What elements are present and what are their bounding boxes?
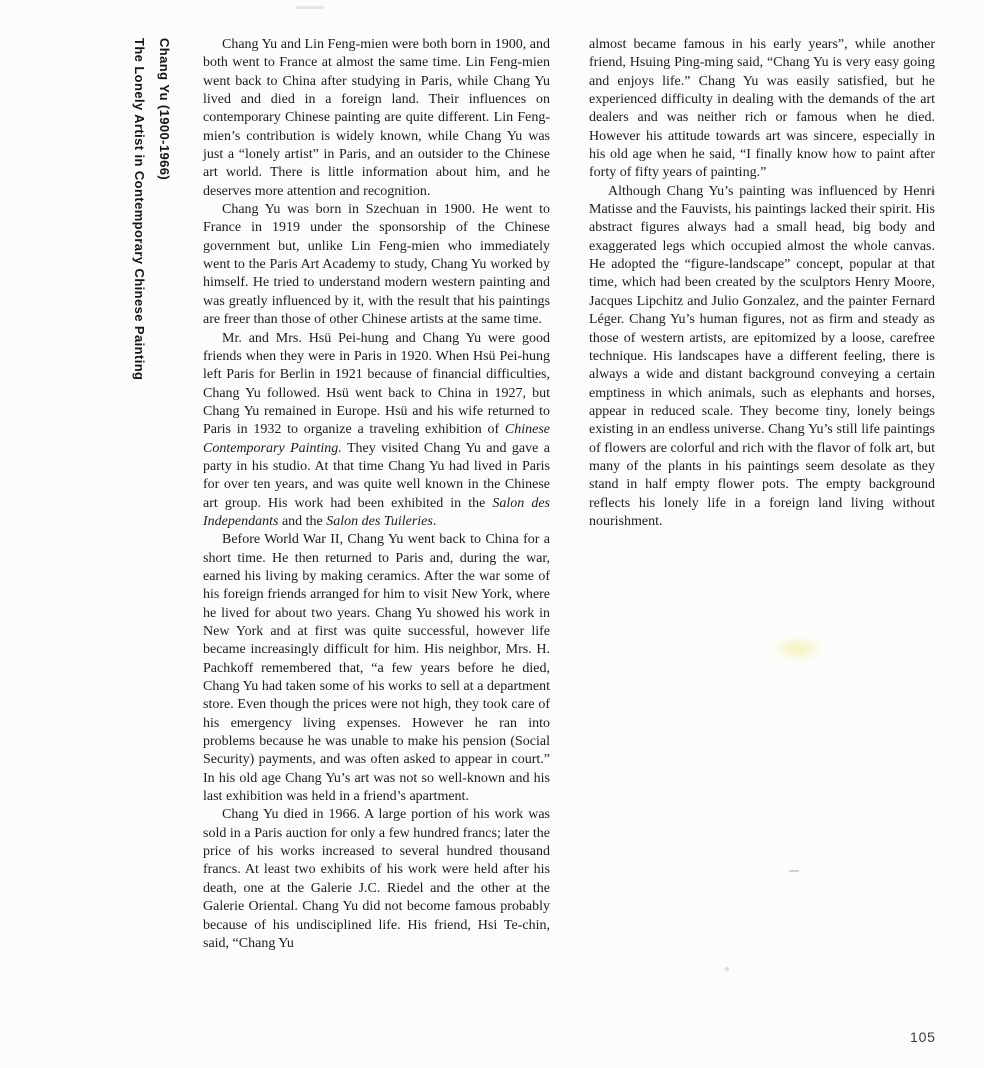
scan-speck-artifact-b (789, 870, 799, 872)
chapter-title: Chang Yu (1900-1966) (157, 38, 172, 181)
scan-speck-artifact-c (725, 967, 729, 971)
scan-speck-artifact-a (931, 190, 935, 193)
paragraph (203, 330, 550, 532)
text-run: Chang Yu died in 1966. A large portion of his work was sold in a Paris auction for only a few hundred francs; later the price of his works increased to several hundred thousand francs. At least two exhibits of his work were held after his death, one at the Galerie J.C. Riedel and the other at the Galerie Oriental. Chang Yu did not become famous probably because of his undisciplined life. His friend, Hsi Te-chin, said, “Chang Yu (203, 807, 550, 951)
page-number: 105 (910, 1029, 936, 1045)
text-run: Although Chang Yu’s painting was influenced by Henri Matisse and the Fauvists, his paintings lacked their spirit. His abstract figures always had a small head, big body and exaggerated legs which occupied almost the whole canvas. He adopted the “figure-landscape” concept, popular at that time, which had been created by the sculptors Henry Moore, Jacques Lipchitz and Julio Gonzalez, and the painter Fernard Léger. Chang Yu’s human figures, not as firm and steady as those of western artists, are epitomized by a loose, carefree technique. His landscapes have a different feeling, there is always a wide and distant background conveying a certain emptiness in which animals, such as elephants and horses, appear in reduced scale. They become tiny, lonely beings existing in an endless universe. Chang Yu’s still life paintings of flowers are colorful and rich with the flavor of folk art, but many of the plants in his paintings seem desolate as they stand in half empty flower pots. The empty background reflects his lonely life in a foreign land living without nourishment. (589, 183, 935, 529)
text-run: Mr. and Mrs. Hsü Pei-hung and Chang Yu were good friends when they were in Paris in 1920. When Hsü Pei-hung left Paris for Berlin in 1921 because of financial difficulties, Chang Yu followed. Hsü went back to China in 1927, but Chang Yu remained in Europe. Hsü and his wife returned to Paris in 1932 to organize a traveling exhibition of (203, 330, 550, 438)
paragraph (203, 201, 550, 329)
text-run: almost became famous in his early years”, while another friend, Hsuing Ping-ming said, “Chang Yu is very easy going and enjoys life.” Chang Yu was easily satisfied, but he experienced difficulty in dealing with the demands of the art dealers and was neither rich or famous when he died. However his attitude towards art was sincere, especially in his old age when he said, “I finally know how to paint after forty of fifty years of painting.” (589, 37, 935, 181)
chapter-subtitle: The Lonely Artist in Contemporary Chinese Painting (132, 38, 147, 381)
italic-text-run: Chinese Contemporary Painting. (203, 422, 550, 456)
paragraph (589, 36, 935, 183)
text-run: Chang Yu was born in Szechuan in 1900. He went to France in 1919 under the sponsorship of the Chinese government but, unlike Lin Feng-mien who immediately went to the Paris Art Academy to study, Chang Yu worked by himself. He tried to understand modern western painting and was greatly influenced by it, with the result that his paintings are freer than those of other Chinese artists at the same time. (203, 202, 550, 328)
italic-text-run: Salon des Independants (203, 495, 550, 529)
text-column-right (589, 36, 935, 531)
paragraph (203, 36, 550, 201)
scan-speck-artifact-top (296, 6, 324, 9)
text-run: Chang Yu and Lin Feng-mien were both born in 1900, and both went to France at almost the same time. Lin Feng-mien went back to China after studying in Paris, while Chang Yu lived and died in a foreign land. Their influences on contemporary Chinese painting are quite different. Lin Feng-mien’s contribution is widely known, while Chang Yu was just a “lonely artist” in Paris, and an outsider to the Chinese art world. There is little information about him, and he deserves more attention and recognition. (203, 37, 550, 199)
paragraph (203, 531, 550, 806)
paragraph (203, 806, 550, 953)
scan-smudge-artifact (772, 636, 824, 662)
text-run: Before World War II, Chang Yu went back to China for a short time. He then returned to Paris and, during the war, earned his living by making ceramics. After the war some of his foreign friends arranged for him to visit New York, where he lived for about two years. Chang Yu showed his work in New York and at first was quite successful, however life became increasingly difficult for him. His neighbor, Mrs. H. Pachkoff remembered that, “a few years before he died, Chang Yu had taken some of his works to sell at a department store. Even though the prices were not high, they took care of his emergency living expenses. However he ran into problems because he was unable to make his pension (Social Security) payments, and was often asked to appear in court.” In his old age Chang Yu’s art was not so well-known and his last exhibition was held in a friend’s apartment. (203, 532, 550, 805)
paragraph (589, 183, 935, 532)
text-run: They visited Chang Yu and gave a party in his studio. At that time Chang Yu had lived in Paris for over ten years, and was quite well known in the Chinese art group. His work had been exhibited in the (203, 440, 550, 511)
text-run: and the (278, 513, 327, 529)
text-column-left (203, 36, 550, 953)
text-run: . (432, 513, 437, 529)
chapter-title-block (127, 38, 177, 380)
italic-text-run: Salon des Tuileries (326, 513, 433, 529)
